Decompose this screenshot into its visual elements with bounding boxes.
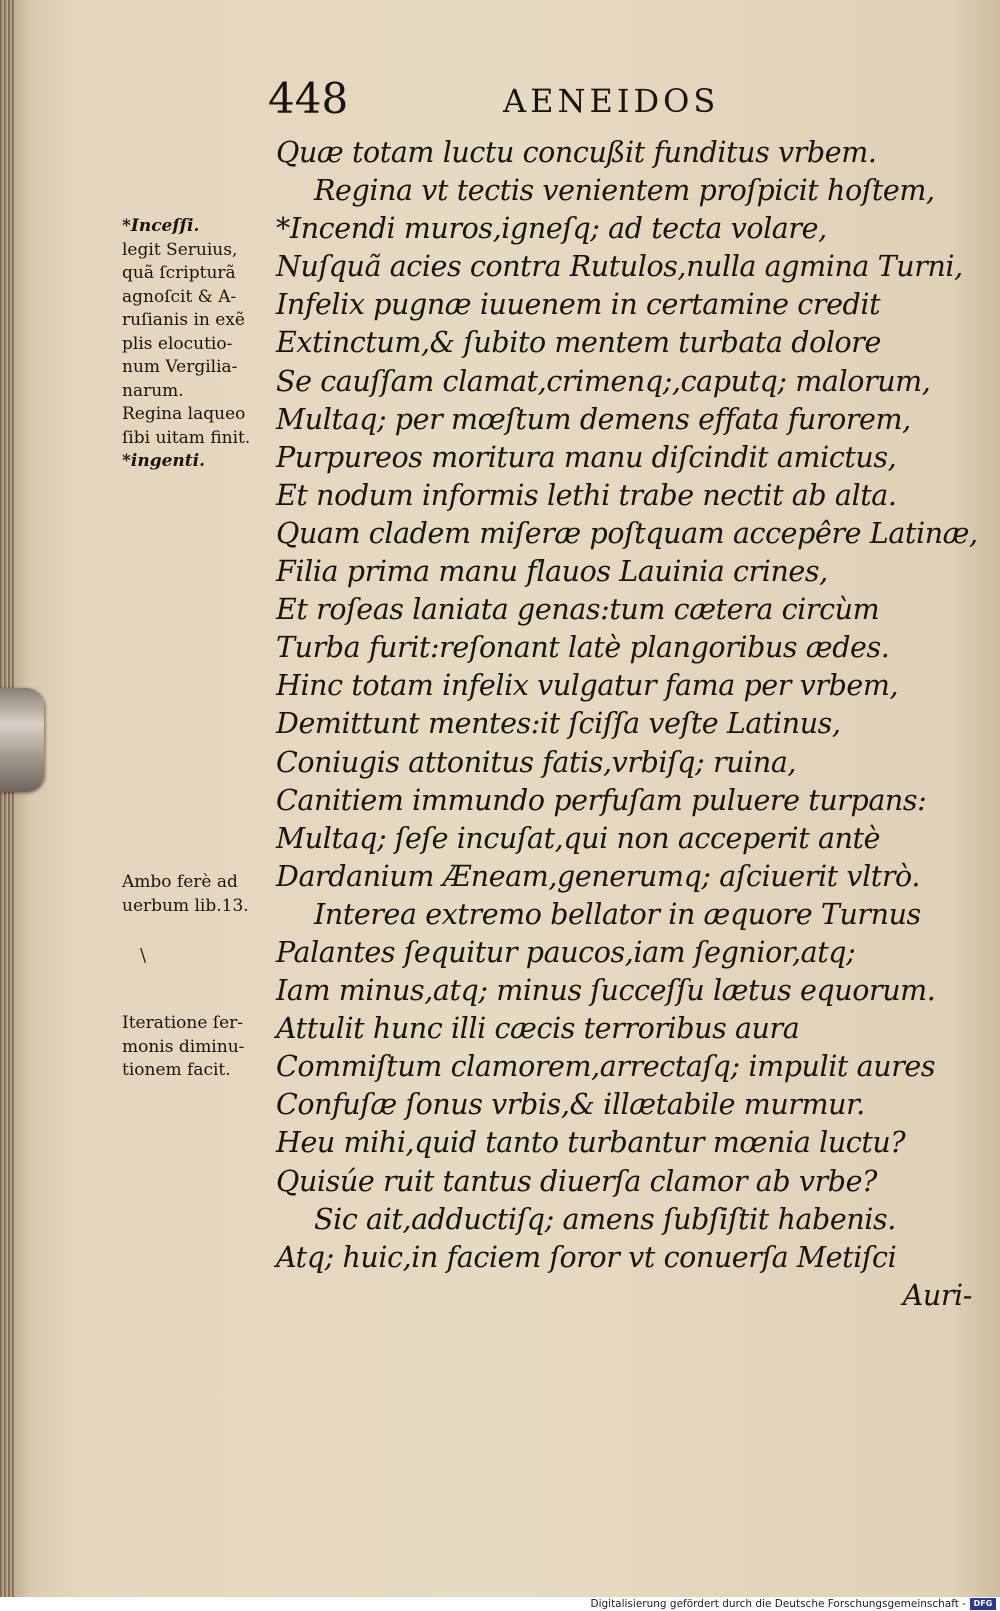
verse-line: Confuſæ ſonus vrbis,& illætabile murmur. [276,1088,865,1122]
verse-line: Quæ totam luctu concußit funditus vrbem. [276,136,877,169]
margin-line: monis diminu- [122,1036,245,1057]
margin-line: Iteratione ſer- [122,1013,244,1033]
verse-line: Se cauſſam clamat,crimenq;,caputq; malorum, [276,364,931,398]
verse-line: Multaq; per mœſtum demens effata furorem, [276,402,911,436]
margin-line: Regina laqueo [122,404,246,424]
verse-line: Quisúe ruit tantus diuerſa clamor ab vrbe? [276,1164,877,1198]
verse-line: Attulit hunc illi cæcis terroribus aura [276,1012,800,1046]
margin-line: tionem facit. [122,1060,231,1080]
running-head: AENEIDOS [503,82,720,120]
verse-line: Interea extremo bellator in æquore Turnus [314,897,921,931]
margin-note-incessi [122,215,290,474]
verse-line: Et roſeas laniata genas:tum cætera circùm [276,593,880,627]
verse-line: *Incendi muros,igneſq; ad tecta volare, [276,212,827,246]
verse-line: Hinc totam infelix vulgatur fama per vrbem, [276,669,899,703]
margin-line: ſibi uitam finit. [122,427,251,448]
verse-line: Heu mihi,quid tanto turbantur mœnia luctu? [276,1126,906,1160]
catchword: Auri- [902,1278,972,1312]
verse-line: Atq; huic,in faciem ſoror vt conuerſa Metiſci [276,1240,897,1274]
verse-line: Sic ait,adductiſq; amens ſubſiſtit habenis. [314,1202,896,1236]
page-header [268,74,768,124]
margin-line: *Inceſſi. [122,216,200,236]
verse-line: Filia prima manu flauos Lauinia crines, [276,555,828,589]
verse-line: Commiſtum clamorem,arrectaſq; impulit aures [276,1050,936,1084]
footer-bar [0,1597,1000,1611]
margin-line: quã ſcripturã [122,263,236,283]
verse-line: Palantes ſequitur paucos,iam ſegnior,atq; [276,935,856,969]
margin-line: agnoſcit & A- [122,286,237,307]
margin-line: Ambo ferè ad [122,872,238,892]
verse-line: Nuſquã acies contra Rutulos,nulla agmina Turni, [276,250,963,284]
verse-line: Demittunt mentes:it ſciſſa veſte Latinus, [276,707,841,741]
verse-line: Quam cladem miſeræ poſtquam accepêre Latinæ, [276,516,978,550]
margin-line: num Vergilia- [122,357,238,377]
verse-line: Et nodum informis lethi trabe nectit ab alta. [276,478,897,512]
margin-note-iteratione [122,1012,290,1083]
digitization-credit: Digitalisierung gefördert durch die Deutsche Forschungsgemeinschaft - [590,1598,966,1610]
verse-line: Extinctum,& ſubito mentem turbata dolore [276,326,882,360]
verse-line: Regina vt tectis venientem proſpicit hoſtem, [314,174,935,208]
ink-mark: \ [140,945,147,966]
margin-line: *ingenti. [122,451,205,471]
verse-line: Turba furit:reſonant latè plangoribus ædes. [276,631,890,665]
margin-line: legit Seruius, [122,239,238,260]
margin-line: uerbum lib.13. [122,895,249,916]
margin-line: narum. [122,380,184,401]
verse-line: Coniugis attonitus fatis,vrbiſq; ruina, [276,745,797,779]
verse-line: Iam minus,atq; minus ſucceſſu lætus equorum. [276,974,936,1008]
verse-line: Dardanium Æneam,generumq; aſciuerit vltrò. [276,859,920,893]
book-clasp [0,688,44,792]
book-page-edges [0,0,14,1597]
verse-line: Canitiem immundo perfuſam puluere turpans: [276,783,927,817]
verse-line: Multaq; ſeſe incuſat,qui non acceperit antè [276,821,881,855]
verse-line: Infelix pugnæ iuuenem in certamine credit [276,288,881,322]
dfg-logo: DFG [970,1598,996,1610]
verse-line: Purpureos moritura manu diſcindit amictus, [276,440,897,474]
margin-note-ambo [122,871,290,918]
verse-text-block [276,134,986,1315]
margin-line: ruſianis in exẽ [122,310,245,330]
margin-line: plis elocutio- [122,333,233,354]
page-number: 448 [268,74,349,123]
